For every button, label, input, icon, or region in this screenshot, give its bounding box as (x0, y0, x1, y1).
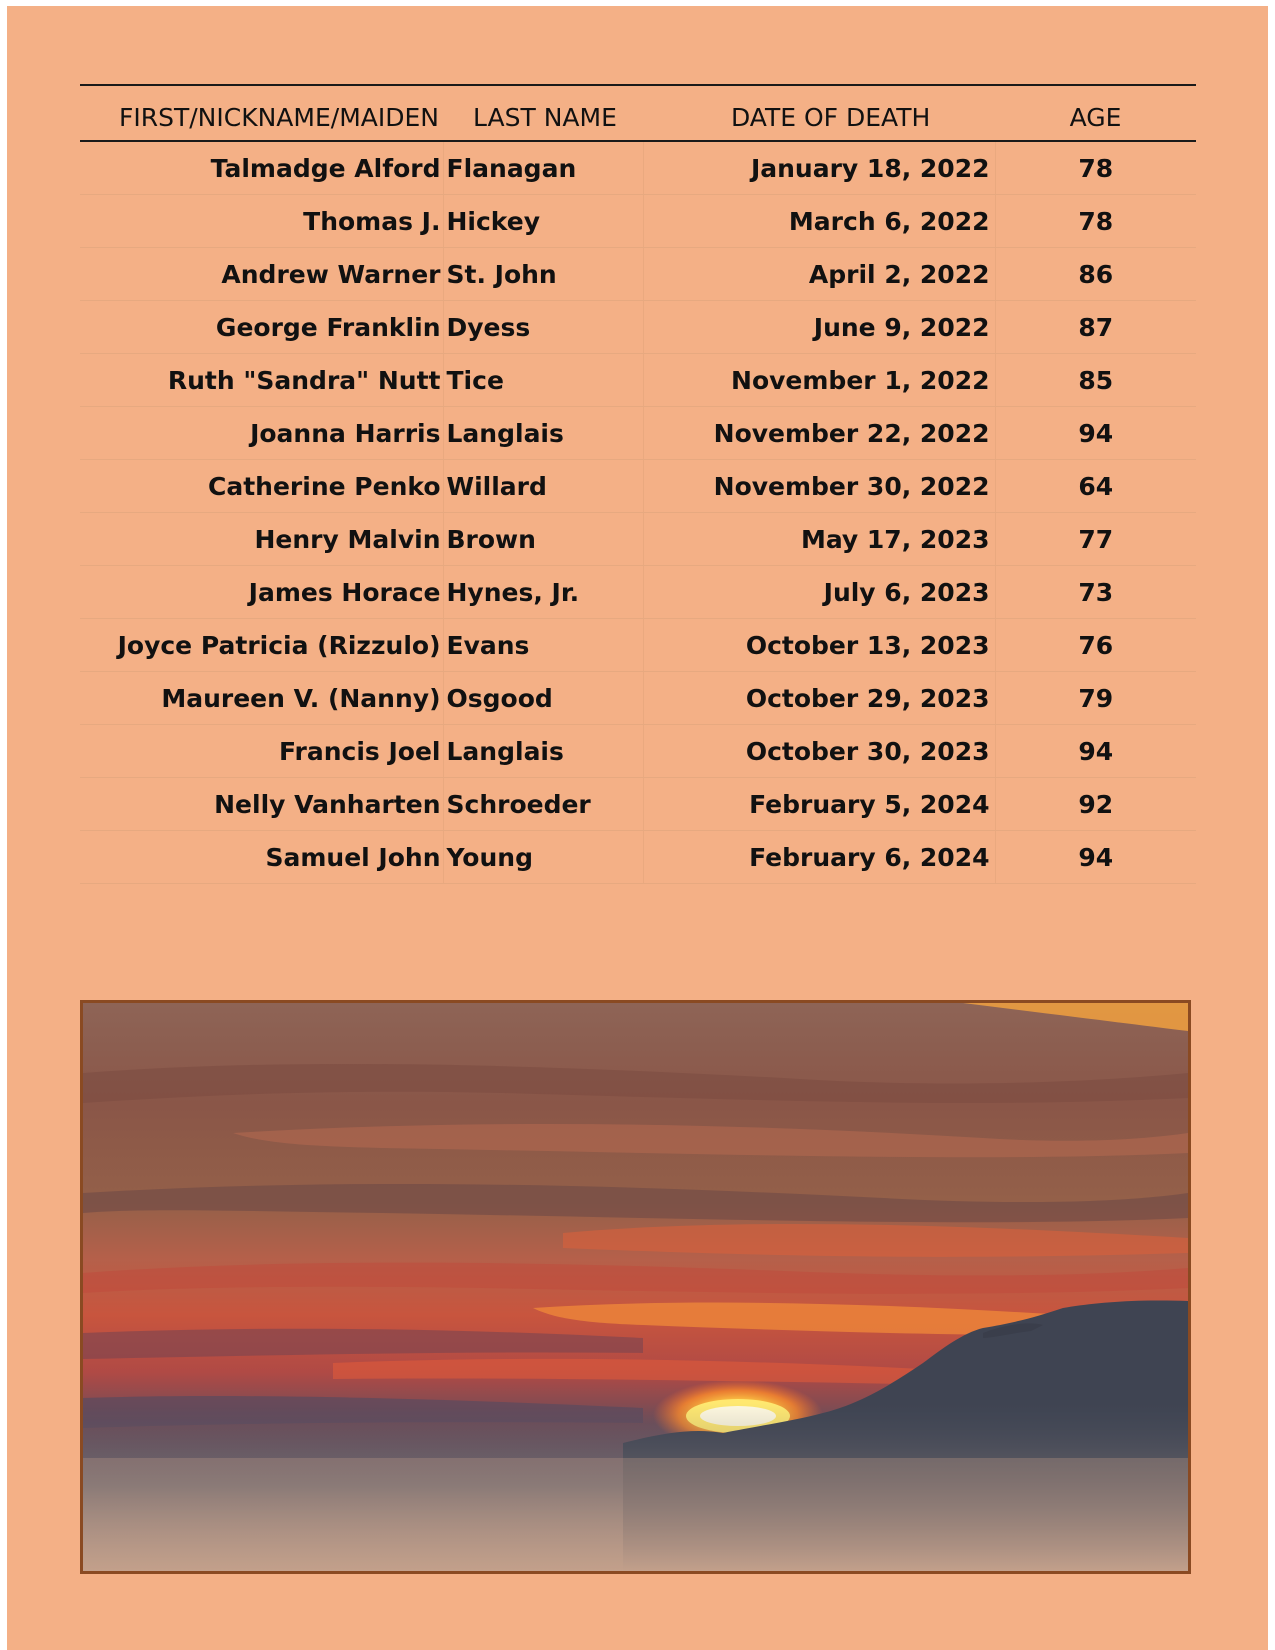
table-row (80, 725, 1196, 778)
cell-date-of-death: November 30, 2022 (643, 460, 995, 513)
table-row (80, 672, 1196, 725)
table-row (80, 141, 1196, 195)
cell-last-name: Brown (443, 513, 643, 566)
cell-date-of-death: January 18, 2022 (643, 141, 995, 195)
cell-age: 79 (995, 672, 1196, 725)
header-last-name: LAST NAME (443, 85, 643, 141)
cell-date-of-death: October 13, 2023 (643, 619, 995, 672)
sunset-photo (80, 1000, 1191, 1574)
cell-age: 77 (995, 513, 1196, 566)
cell-date-of-death: February 5, 2024 (643, 778, 995, 831)
cell-first-name: Ruth "Sandra" Nutt (80, 354, 443, 407)
cell-last-name: St. John (443, 248, 643, 301)
cell-last-name: Hynes, Jr. (443, 566, 643, 619)
cell-date-of-death: February 6, 2024 (643, 831, 995, 884)
table-row (80, 195, 1196, 248)
table-row (80, 301, 1196, 354)
cell-last-name: Willard (443, 460, 643, 513)
cell-age: 86 (995, 248, 1196, 301)
cell-last-name: Dyess (443, 301, 643, 354)
table-row (80, 619, 1196, 672)
table-row (80, 248, 1196, 301)
sunset-image (83, 1003, 1188, 1571)
header-age: AGE (995, 85, 1196, 141)
cell-date-of-death: June 9, 2022 (643, 301, 995, 354)
cell-date-of-death: March 6, 2022 (643, 195, 995, 248)
table-row (80, 566, 1196, 619)
cell-date-of-death: July 6, 2023 (643, 566, 995, 619)
cell-first-name: Joyce Patricia (Rizzulo) (80, 619, 443, 672)
cell-first-name: Thomas J. (80, 195, 443, 248)
table-row (80, 831, 1196, 884)
cell-age: 85 (995, 354, 1196, 407)
cell-first-name: Samuel John (80, 831, 443, 884)
table-row (80, 513, 1196, 566)
cell-first-name: Talmadge Alford (80, 141, 443, 195)
cell-first-name: Andrew Warner (80, 248, 443, 301)
cell-date-of-death: November 1, 2022 (643, 354, 995, 407)
cell-age: 87 (995, 301, 1196, 354)
cell-age: 73 (995, 566, 1196, 619)
cell-age: 76 (995, 619, 1196, 672)
cell-last-name: Tice (443, 354, 643, 407)
cell-first-name: Francis Joel (80, 725, 443, 778)
cell-first-name: Nelly Vanharten (80, 778, 443, 831)
cell-first-name: Henry Malvin (80, 513, 443, 566)
cell-last-name: Langlais (443, 725, 643, 778)
table-header-row (80, 85, 1196, 141)
memorial-table (80, 84, 1196, 884)
memorial-table-container (80, 84, 1196, 884)
table-row (80, 778, 1196, 831)
cell-date-of-death: November 22, 2022 (643, 407, 995, 460)
cell-age: 94 (995, 725, 1196, 778)
cell-last-name: Osgood (443, 672, 643, 725)
cell-last-name: Young (443, 831, 643, 884)
cell-date-of-death: April 2, 2022 (643, 248, 995, 301)
cell-first-name: Joanna Harris (80, 407, 443, 460)
table-row (80, 407, 1196, 460)
cell-last-name: Langlais (443, 407, 643, 460)
table-row (80, 460, 1196, 513)
cell-first-name: George Franklin (80, 301, 443, 354)
cell-date-of-death: October 29, 2023 (643, 672, 995, 725)
header-date-of-death: DATE OF DEATH (643, 85, 995, 141)
header-first-name: FIRST/NICKNAME/MAIDEN (80, 85, 443, 141)
table-row (80, 354, 1196, 407)
cell-last-name: Schroeder (443, 778, 643, 831)
cell-age: 94 (995, 407, 1196, 460)
cell-date-of-death: May 17, 2023 (643, 513, 995, 566)
cell-last-name: Hickey (443, 195, 643, 248)
cell-first-name: Maureen V. (Nanny) (80, 672, 443, 725)
cell-first-name: Catherine Penko (80, 460, 443, 513)
cell-first-name: James Horace (80, 566, 443, 619)
cell-age: 78 (995, 141, 1196, 195)
page (7, 6, 1268, 1650)
cell-age: 78 (995, 195, 1196, 248)
cell-date-of-death: October 30, 2023 (643, 725, 995, 778)
cell-last-name: Evans (443, 619, 643, 672)
cell-last-name: Flanagan (443, 141, 643, 195)
cell-age: 92 (995, 778, 1196, 831)
cell-age: 64 (995, 460, 1196, 513)
cell-age: 94 (995, 831, 1196, 884)
